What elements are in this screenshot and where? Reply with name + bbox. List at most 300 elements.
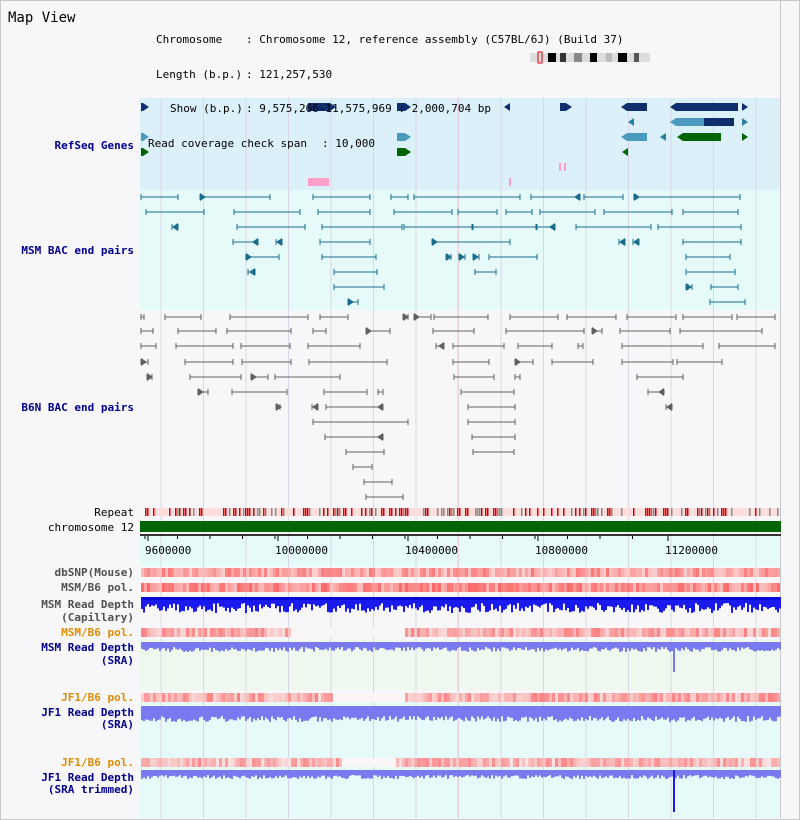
jf1-trimmed-depth-bar <box>219 770 221 777</box>
jf1-depth-bar <box>141 706 143 720</box>
msm-sra-depth-bar <box>729 642 731 648</box>
jf1-pol-heat <box>531 693 534 702</box>
msm-pol-sra-heat <box>396 628 399 637</box>
jf1-pol-heat <box>639 693 642 702</box>
msm-pol-heat <box>480 583 483 592</box>
msm-sra-depth-bar <box>399 642 401 648</box>
jf1-trimmed-depth-bar <box>421 770 423 776</box>
jf1-trimmed-depth-bar <box>467 770 469 775</box>
repeat-block <box>697 508 699 516</box>
msm-sra-depth-bar <box>775 642 777 650</box>
msm-sra-depth-bar <box>309 642 311 648</box>
jf1-trimmed-depth-bar <box>315 770 317 779</box>
msm-pol-heat <box>585 583 588 592</box>
jf1-trimmed-depth-bar <box>141 770 143 779</box>
jf1-trimmed-depth-bar <box>391 770 393 778</box>
msm-pol-sra-heat <box>606 628 609 637</box>
msm-pol-sra-heat <box>705 628 708 637</box>
jf1-pol-2-heat <box>741 758 744 767</box>
jf1-trimmed-depth-bar <box>509 770 511 777</box>
msm-pol-heat <box>657 583 660 592</box>
msm-pol-heat <box>735 583 738 592</box>
jf1-trimmed-depth-bar <box>341 770 343 778</box>
jf1-depth-bar <box>509 706 511 718</box>
jf1-pol-heat <box>498 693 501 702</box>
jf1-pol-heat <box>165 693 168 702</box>
jf1-pol-2-heat <box>504 758 507 767</box>
msm-sra-depth-bar <box>375 642 377 650</box>
dbsnp-heat <box>558 568 561 577</box>
jf1-pol-2-heat <box>285 758 288 767</box>
jf1-pol-2-heat <box>546 758 549 767</box>
repeat-block <box>333 508 335 516</box>
jf1-trimmed-depth-bar <box>695 770 697 775</box>
msm-sra-depth-bar <box>383 642 385 648</box>
jf1-pol-heat <box>507 693 510 702</box>
jf1-pol-heat <box>267 693 270 702</box>
jf1-depth-bar <box>391 706 393 720</box>
jf1-trimmed-depth-bar <box>143 770 145 778</box>
dbsnp-heat <box>717 568 720 577</box>
msm-sra-depth-bar <box>189 642 191 651</box>
jf1-trimmed-depth-bar <box>517 770 519 776</box>
jf1-pol-heat <box>546 693 549 702</box>
jf1-pol-heat <box>522 693 525 702</box>
msm-sra-depth-bar <box>769 642 771 651</box>
jf1-pol-2-heat <box>687 758 690 767</box>
msm-pol-heat <box>285 583 288 592</box>
jf1-trimmed-depth-bar <box>685 770 687 778</box>
msm-pol-heat <box>432 583 435 592</box>
msm-pol-heat <box>453 583 456 592</box>
jf1-pol-heat <box>231 693 234 702</box>
repeat-block <box>633 508 635 516</box>
dbsnp-heat <box>474 568 477 577</box>
msm-pol-sra-heat <box>174 628 177 637</box>
msm-pol-heat <box>648 583 651 592</box>
msm-pol-sra-heat <box>765 628 768 637</box>
jf1-depth-bar <box>175 706 177 722</box>
msm-pol-heat <box>552 583 555 592</box>
msm-pol-heat <box>738 583 741 592</box>
msm-pol-sra-heat <box>264 628 267 637</box>
jf1-depth-bar <box>587 706 589 720</box>
jf1-depth-bar <box>659 706 661 719</box>
jf1-trimmed-depth-bar <box>601 770 603 778</box>
msm-pol-sra-heat <box>252 628 255 637</box>
msm-sra-depth-bar <box>591 642 593 648</box>
msm-pol-sra-heat <box>726 628 729 637</box>
msm-sra-depth-bar <box>235 642 237 649</box>
msm-pol-heat <box>342 583 345 592</box>
repeat-block <box>375 508 377 516</box>
jf1-pol-2-heat <box>321 758 324 767</box>
jf1-pol-heat <box>402 693 405 702</box>
jf1-trimmed-depth-bar <box>577 770 579 775</box>
jf1-pol-heat <box>654 693 657 702</box>
msm-sra-depth-bar <box>243 642 245 649</box>
msm-pol-sra-heat <box>363 628 366 637</box>
msm-sra-depth-bar <box>609 642 611 651</box>
dbsnp-heat <box>615 568 618 577</box>
msm-sra-depth-bar <box>681 642 683 648</box>
dbsnp-heat <box>228 568 231 577</box>
jf1-trimmed-depth-bar <box>431 770 433 777</box>
msm-pol-sra-heat <box>171 628 174 637</box>
msm-sra-depth-bar <box>545 642 547 649</box>
jf1-trimmed-depth-bar <box>285 770 287 775</box>
repeat-block <box>525 508 527 516</box>
msm-pol-sra-heat <box>159 628 162 637</box>
msm-pol-heat <box>540 583 543 592</box>
jf1-depth-bar <box>437 706 439 717</box>
jf1-depth-bar <box>743 706 745 721</box>
msm-sra-depth-bar <box>741 642 743 648</box>
chromosome-value: Chromosome 12, reference assembly (C57BL/6J) (Build 37) <box>259 33 624 46</box>
repeat-block <box>185 508 187 516</box>
jf1-trimmed-depth-bar <box>533 770 535 777</box>
jf1-pol-heat <box>579 693 582 702</box>
dbsnp-heat <box>669 568 672 577</box>
msm-pol-sra-heat <box>231 628 234 637</box>
jf1-pol-heat <box>345 693 348 702</box>
jf1-depth-bar <box>657 706 659 720</box>
repeat-block <box>467 508 469 516</box>
msm-sra-depth-bar <box>601 642 603 649</box>
jf1-pol-2-heat <box>408 758 411 767</box>
dbsnp-heat <box>678 568 681 577</box>
msm-pol-sra-heat <box>324 628 327 637</box>
msm-pol-sra-heat <box>624 628 627 637</box>
jf1-pol-heat <box>660 693 663 702</box>
jf1-depth-bar <box>733 706 735 716</box>
msm-pol-sra-heat <box>333 628 336 637</box>
jf1-pol-heat <box>186 693 189 702</box>
msm-pol-sra-heat <box>594 628 597 637</box>
jf1-trimmed-depth-bar <box>559 770 561 775</box>
jf1-trimmed-depth-bar <box>619 770 621 776</box>
jf1-depth-bar <box>389 706 391 716</box>
dbsnp-heat <box>249 568 252 577</box>
jf1-pol-2-heat <box>153 758 156 767</box>
jf1-pol-heat <box>705 693 708 702</box>
msm-pol-sra-heat <box>699 628 702 637</box>
page-title: Map View <box>8 10 76 26</box>
msm-pol-heat <box>672 583 675 592</box>
jf1-trimmed-depth-bar <box>199 770 201 777</box>
msm-pol-sra-heat <box>741 628 744 637</box>
dbsnp-heat <box>618 568 621 577</box>
msm-pol-sra-heat <box>630 628 633 637</box>
jf1-pol-2-heat <box>318 758 321 767</box>
jf1-trimmed-depth-bar <box>157 770 159 778</box>
dbsnp-heat <box>576 568 579 577</box>
msm-pol-heat <box>345 583 348 592</box>
jf1-pol-2-heat <box>657 758 660 767</box>
msm-pol-sra-heat <box>663 628 666 637</box>
jf1-pol-2-heat <box>690 758 693 767</box>
msm-sra-depth-bar <box>251 642 253 651</box>
jf1-trimmed-depth-bar <box>297 770 299 779</box>
msm-sra-depth-bar <box>649 642 651 647</box>
jf1-depth-bar <box>749 706 751 722</box>
jf1-depth-bar <box>521 706 523 717</box>
jf1-depth-bar <box>491 706 493 721</box>
repeat-block <box>327 508 329 516</box>
jf1-trimmed-depth-bar <box>593 770 595 776</box>
repeat-block <box>593 508 595 516</box>
msm-pol-heat <box>678 583 681 592</box>
dbsnp-heat <box>642 568 645 577</box>
repeat-block <box>585 508 587 516</box>
jf1-pol-2-heat <box>633 758 636 767</box>
jf1-trimmed-depth-bar <box>221 770 223 779</box>
dbsnp-heat <box>543 568 546 577</box>
msm-pol-sra-heat <box>744 628 747 637</box>
msm-sra-depth-bar <box>587 642 589 651</box>
jf1-depth-bar <box>339 706 341 719</box>
msm-pol-heat <box>279 583 282 592</box>
jf1-trimmed-depth-bar <box>493 770 495 779</box>
jf1-depth-bar <box>365 706 367 719</box>
jf1-trimmed-depth-bar <box>365 770 367 779</box>
jf1-pol-heat <box>684 693 687 702</box>
repeat-block <box>493 508 495 516</box>
msm-sra-depth-bar <box>667 642 669 650</box>
jf1-trimmed-depth-bar <box>735 770 737 775</box>
jf1-pol-2-heat <box>594 758 597 767</box>
jf1-pol-2-heat <box>495 758 498 767</box>
msm-sra-depth-bar <box>683 642 685 650</box>
jf1-trimmed-depth-bar <box>605 770 607 776</box>
msm-sra-depth-bar <box>565 642 567 648</box>
jf1-pol-2-heat <box>678 758 681 767</box>
jf1-trimmed-depth-bar <box>677 770 679 776</box>
jf1-depth-bar <box>773 706 775 721</box>
msm-pol-heat <box>192 583 195 592</box>
jf1-pol-heat <box>204 693 207 702</box>
dbsnp-heat <box>477 568 480 577</box>
jf1-depth-bar <box>397 706 399 722</box>
msm-sra-depth-bar <box>535 642 537 652</box>
jf1-depth-bar <box>651 706 653 720</box>
jf1-pol-2-heat <box>234 758 237 767</box>
msm-sra-depth-bar <box>755 642 757 651</box>
jf1-trimmed-depth-bar <box>777 770 779 779</box>
msm-sra-depth-bar <box>599 642 601 651</box>
dbsnp-heat <box>567 568 570 577</box>
dbsnp-heat <box>174 568 177 577</box>
jf1-depth-bar <box>201 706 203 717</box>
jf1-pol-heat <box>324 693 327 702</box>
msm-pol-heat <box>252 583 255 592</box>
jf1-depth-bar <box>407 706 409 720</box>
jf1-pol-2-heat <box>351 758 354 767</box>
msm-pol-heat <box>501 583 504 592</box>
msm-pol-sra-heat <box>306 628 309 637</box>
msm-sra-depth-bar <box>739 642 741 650</box>
msm-sra-depth-bar <box>287 642 289 652</box>
jf1-trimmed-depth-bar <box>613 770 615 778</box>
jf1-pol-heat <box>405 693 408 702</box>
jf1-depth-bar <box>271 706 273 717</box>
dbsnp-heat <box>714 568 717 577</box>
dbsnp-heat <box>171 568 174 577</box>
msm-pol-sra-heat <box>141 628 144 637</box>
jf1-depth-bar <box>193 706 195 720</box>
msm-pol-sra-heat <box>336 628 339 637</box>
jf1-pol-2-heat <box>759 758 762 767</box>
jf1-pol-2-heat <box>162 758 165 767</box>
jf1-pol-heat <box>414 693 417 702</box>
msm-pol-heat <box>315 583 318 592</box>
repeat-block <box>323 508 325 516</box>
jf1-trimmed-depth-bar <box>245 770 247 777</box>
jf1-pol-heat <box>756 693 759 702</box>
jf1-trimmed-depth-bar <box>361 770 363 779</box>
msm-sra-depth-bar <box>417 642 419 647</box>
jf1-trimmed-depth-bar <box>383 770 385 777</box>
msm-sra-depth-bar <box>583 642 585 651</box>
repeat-block <box>441 508 443 516</box>
dbsnp-heat <box>537 568 540 577</box>
jf1-pol-2-heat <box>519 758 522 767</box>
dbsnp-heat <box>210 568 213 577</box>
jf1-trimmed-depth-bar <box>159 770 161 776</box>
jf1-pol-heat <box>636 693 639 702</box>
msm-pol-heat <box>687 583 690 592</box>
jf1-depth-bar <box>605 706 607 718</box>
msm-pol-sra-heat <box>288 628 291 637</box>
jf1-depth-bar <box>767 706 769 720</box>
jf1-trimmed-depth-bar <box>633 770 635 778</box>
dbsnp-heat <box>468 568 471 577</box>
jf1-trimmed-depth-bar <box>711 770 713 777</box>
jf1-trimmed-depth-bar <box>457 770 459 777</box>
msm-sra-depth-bar <box>499 642 501 651</box>
msm-pol-heat <box>543 583 546 592</box>
msm-pol-heat <box>150 583 153 592</box>
jf1-trimmed-depth-bar <box>591 770 593 777</box>
msm-sra-depth-bar <box>337 642 339 647</box>
msm-pol-heat <box>606 583 609 592</box>
jf1-depth-bar <box>711 706 713 718</box>
repeat-block <box>153 508 155 516</box>
msm-sra-depth-bar <box>515 642 517 650</box>
jf1-pol-heat <box>480 693 483 702</box>
msm-sra-depth-bar <box>643 642 645 648</box>
jf1-depth-bar <box>623 706 625 719</box>
jf1-pol-2-heat <box>147 758 150 767</box>
jf1-depth-bar <box>209 706 211 720</box>
right-border <box>780 0 781 818</box>
dbsnp-heat <box>234 568 237 577</box>
jf1-depth-bar <box>441 706 443 717</box>
jf1-pol-heat <box>768 693 771 702</box>
msm-pol-sra-heat <box>372 628 375 637</box>
jf1-pol-heat <box>516 693 519 702</box>
jf1-trimmed-depth-bar <box>373 770 375 775</box>
jf1-pol-2-heat <box>612 758 615 767</box>
jf1-pol-heat <box>240 693 243 702</box>
jf1-depth-bar <box>247 706 249 719</box>
dbsnp-heat <box>546 568 549 577</box>
msm-pol-sra-heat <box>462 628 465 637</box>
gene-feature <box>141 133 143 141</box>
jf1-depth-bar <box>409 706 411 716</box>
gene-feature <box>676 103 738 111</box>
msm-pol-sra-heat <box>507 628 510 637</box>
jf1-trimmed-depth-bar <box>587 770 589 777</box>
msm-pol-heat <box>171 583 174 592</box>
jf1-depth-bar <box>189 706 191 721</box>
jf1-pol-2-heat <box>762 758 765 767</box>
jf1-pol-2-heat <box>378 758 381 767</box>
jf1-depth-bar <box>355 706 357 718</box>
msm-sra-depth-bar <box>387 642 389 650</box>
dbsnp-heat <box>345 568 348 577</box>
jf1-depth-bar <box>531 706 533 718</box>
msm-pol-heat <box>597 583 600 592</box>
jf1-pol-heat <box>192 693 195 702</box>
msm-pol-sra-heat <box>285 628 288 637</box>
jf1-depth-bar <box>249 706 251 717</box>
jf1-trimmed-depth-bar <box>681 770 683 779</box>
msm-sra-depth-bar <box>459 642 461 647</box>
jf1-depth-bar <box>727 706 729 717</box>
dbsnp-heat <box>753 568 756 577</box>
jf1-depth-bar <box>565 706 567 719</box>
jf1-pol-heat <box>150 693 153 702</box>
msm-sra-depth-bar <box>179 642 181 649</box>
dbsnp-heat <box>180 568 183 577</box>
jf1-trimmed-depth-bar <box>425 770 427 776</box>
jf1-pol-heat <box>276 693 279 702</box>
jf1-trimmed-depth-bar <box>569 770 571 778</box>
dbsnp-heat <box>378 568 381 577</box>
jf1-pol-heat <box>513 693 516 702</box>
dbsnp-heat <box>513 568 516 577</box>
dbsnp-heat <box>696 568 699 577</box>
jf1-trimmed-depth-bar <box>557 770 559 776</box>
jf1-trimmed-depth-bar <box>305 770 307 778</box>
jf1-trimmed-depth-bar <box>379 770 381 776</box>
jf1-depth-bar <box>629 706 631 721</box>
msm-pol-sra-heat <box>564 628 567 637</box>
jf1-pol-heat <box>687 693 690 702</box>
msm-pol-sra-heat <box>747 628 750 637</box>
msm-pol-sra-heat <box>648 628 651 637</box>
jf1-depth-bar <box>589 706 591 716</box>
jf1-trimmed-depth-bar <box>377 770 379 777</box>
jf1-pol-2-heat <box>195 758 198 767</box>
jf1-pol-2-heat <box>498 758 501 767</box>
msm-pol-heat <box>459 583 462 592</box>
jf1-pol-2-heat <box>186 758 189 767</box>
jf1-pol-2-heat <box>735 758 738 767</box>
jf1-trimmed-depth-bar <box>715 770 717 777</box>
msm-pol-sra-heat <box>720 628 723 637</box>
jf1-depth-bar <box>577 706 579 719</box>
jf1-pol-heat <box>378 693 381 702</box>
jf1-trimmed-depth-bar <box>525 770 527 779</box>
jf1-trimmed-depth-bar <box>659 770 661 778</box>
dbsnp-heat <box>648 568 651 577</box>
jf1-depth-bar <box>211 706 213 717</box>
msm-pol-sra-heat <box>282 628 285 637</box>
jf1-trimmed-depth-bar <box>283 770 285 777</box>
jf1-trimmed-depth-bar <box>555 770 557 776</box>
